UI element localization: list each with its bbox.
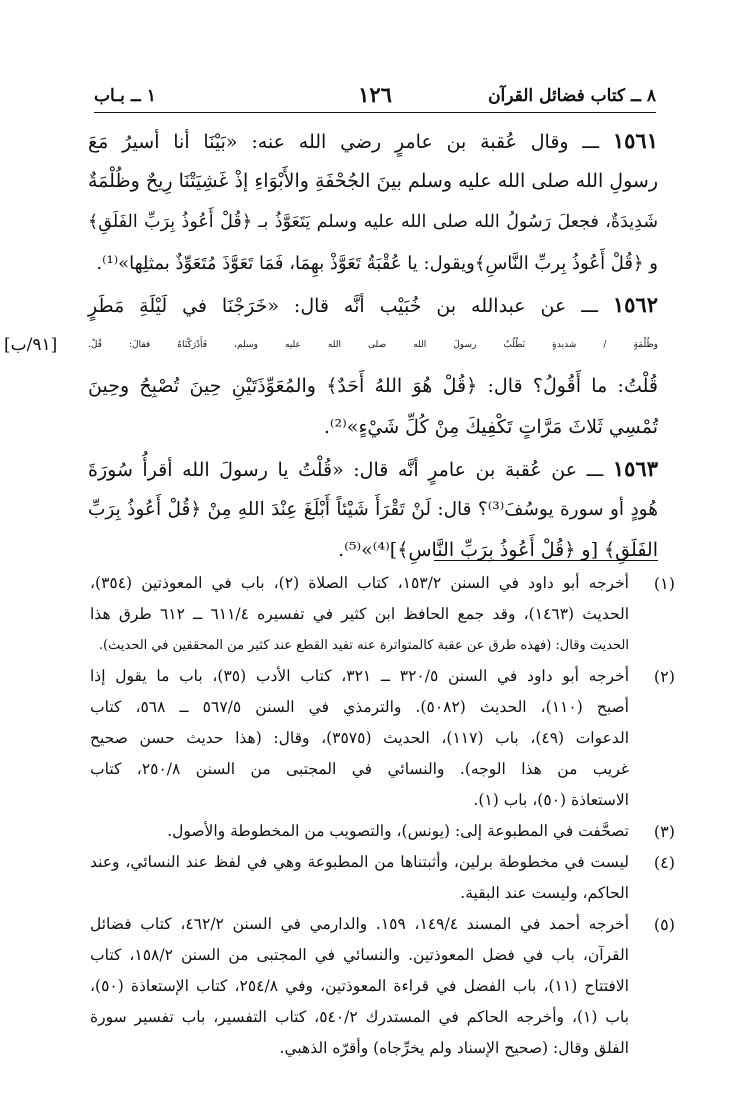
- footnotes: [90, 568, 675, 1064]
- footnote-line: الفلق وقال: (صحيح الإسناد ولم يخرِّجاه) وأقرّه الذهبي.: [279, 1039, 629, 1057]
- footnote: [90, 816, 675, 847]
- footnote-number: (٣): [653, 822, 675, 841]
- text-line-content: ـــ عن عُقبة بن عامرٍ أنَّه قال: «قُلْتُ يا رسولَ الله أقرأُ سُورَةَ: [88, 459, 604, 481]
- text-line-content: وظُلْمَةٍ / شديدةٍ نَطْلُبُ رسولَ الله صلى الله عليه وسلم، فَأَدْرَكْنَاهُ فقالَ: قُلْ.: [88, 340, 658, 350]
- footnote-line: الدعوات (٤٩)، باب (١١٧)، الحديث (٣٥٧٥)، وقال: (هذا حديث حسن صحيح: [90, 729, 630, 747]
- text-line-content: ـــ عن عبدالله بن خُبَيْب أنَّه قال: «خَرَجْنَا في لَيْلَةِ مَطَرٍ: [88, 295, 598, 317]
- text-line: هُودٍ أو سورة يوسُفَ⁽³⁾؟ قال: لَنْ تَقْرَأَ شَيْئاً أَبْلَغَ عِنْدَ اللهِ مِنْ ﴿قُلْ أَعُوذُ بِرَبِّ: [88, 499, 658, 520]
- footnote-divider: [434, 560, 658, 561]
- footnote-line: ليست في مخطوطة برلين، وأثبتناها من المطبوعة وهي في لفظ عند النسائي، وعند: [90, 853, 629, 871]
- hadith-number: ١٥٦١: [612, 128, 658, 153]
- footnote-line: أخرجه أبو داود في السنن ٣٢٠/٥ ــ ٣٢١، كتاب الأدب (٣٥)، باب ما يقول إذا: [90, 667, 630, 685]
- page-header: [94, 84, 656, 110]
- footnote-line: تصحَّفت في المطبوعة إلى: (يونس)، والتصويب من المخطوطة والأصول.: [167, 822, 629, 840]
- footnote-line: الحاكم، وليست عند البقية.: [460, 884, 629, 902]
- text-line: شَدِيدَةٌ، فجعلَ رَسُولُ الله صلى الله عليه وسلم يَتَعَوَّذُ بـ ﴿قُلْ أَعُوذُ بِرَبِّ الفَلَقِ﴾: [88, 212, 658, 232]
- footnote-number: (٥): [653, 915, 675, 934]
- footnote-number: (١): [653, 574, 675, 593]
- footnote: [90, 568, 675, 661]
- footnote-line: أخرجه أبو داود في السنن ١٥٣/٢، كتاب الصلاة (٢)، باب في المعوذتين (٣٥٤)،: [90, 574, 629, 592]
- page-number: ١٢٦: [358, 82, 392, 107]
- manuscript-folio-note: [٩١/ب]: [4, 335, 58, 355]
- footnote-line: باب (١)، وأخرجه الحاكم في المستدرك ٥٤٠/٢، كتاب التفسير، باب تفسير سورة: [90, 1008, 629, 1026]
- text-line: [88, 120, 658, 161]
- text-line-content: ـــ وقال عُقبة بن عامرٍ رضي الله عنه: «بَيْنَا أنا أسيرُ مَعَ: [88, 131, 600, 153]
- footnote-line: الاستعاذة (٥٠)، باب (١).: [473, 791, 629, 809]
- hadith-number: ١٥٦٣: [612, 456, 658, 481]
- hadith-paragraph: [88, 448, 658, 571]
- text-line: [88, 284, 658, 325]
- footnote-number: (٤): [653, 853, 675, 872]
- text-line: [88, 448, 658, 489]
- footnote-line: أصبح (١١٠)، الحديث (٥٠٨٢). والترمذي في السنن ٥٦٧/٥ ــ ٥٦٨، كتاب: [90, 698, 629, 716]
- footnote-number: (٢): [653, 667, 675, 686]
- main-text: [4, 120, 658, 571]
- chapter-title: ٨ ــ كتاب فضائل القرآن: [488, 86, 656, 106]
- text-line: [4, 325, 658, 366]
- text-line: و ﴿قُلْ أَعُوذُ بِربِّ النَّاسِ﴾ويقول: يا عُقْبَةُ تَعَوَّذْ بهِمَا، فَمَا تَعَوَّذَ مُتَعَوِّذٌ بمثلِها»⁽¹⁾.: [96, 253, 658, 274]
- footnote: [90, 847, 675, 909]
- footnote-line: أخرجه أحمد في المسند ١٤٩/٤، ١٥٩. والدارمي في السنن ٤٦٢/٢، كتاب فضائل: [90, 915, 630, 933]
- footnote: [90, 661, 675, 816]
- text-line: رسولِ الله صلى الله عليه وسلم بينَ الجُحْفَةِ والأَبْوَاءِ إذْ غَشِيَتْنَا رِيحٌ وظُلْمَةٌ: [88, 170, 658, 192]
- hadith-paragraph: [4, 284, 658, 448]
- text-line: قُلْتُ: ما أَقُولُ؟ قال: ﴿قُلْ هُوَ اللهُ أَحَدٌ﴾ والمُعَوِّذَتَيْنِ حِينَ تُصْبِحُ وحِينَ: [88, 375, 658, 397]
- text-line: تُمْسِي ثَلاثَ مَرَّاتٍ تَكْفِيكَ مِنْ كُلِّ شَيْءٍ»⁽²⁾.: [323, 416, 658, 438]
- hadith-number: ١٥٦٢: [612, 292, 658, 317]
- footnote-line: الحديث (١٤٦٣)، وقد جمع الحافظ ابن كثير في تفسيره ٦١١/٤ ــ ٦١٢ طرق هذا: [90, 605, 630, 623]
- section-title: ١ ــ بـاب: [94, 86, 156, 106]
- footnote: [90, 909, 675, 1064]
- header-divider: [94, 112, 656, 113]
- footnote-line: غريب من هذا الوجه). والنسائي في المجتبى من السنن ٢٥٠/٨، كتاب: [90, 760, 629, 778]
- footnote-line: القرآن، باب في فضل المعوذتين. والنسائي في المجتبى من السنن ١٥٨/٢، كتاب: [90, 946, 629, 964]
- hadith-paragraph: [88, 120, 658, 284]
- text-line: الفَلَقِ﴾ [و ﴿قُلْ أَعُوذُ بِرَبِّ النَّاسِ﴾]⁽⁴⁾»⁽⁵⁾.: [338, 539, 658, 561]
- footnote-line: الافتتاح (١١)، باب الفضل في قراءة المعوذتين، وفي ٢٥٤/٨، كتاب الإستعاذة (٥٠)،: [90, 977, 629, 995]
- footnote-line: الحديث وقال: (فهذه طرق عن عقبة كالمتواترة عنه تفيد القطع عند كثير من المحققين في الحديث).: [98, 638, 629, 653]
